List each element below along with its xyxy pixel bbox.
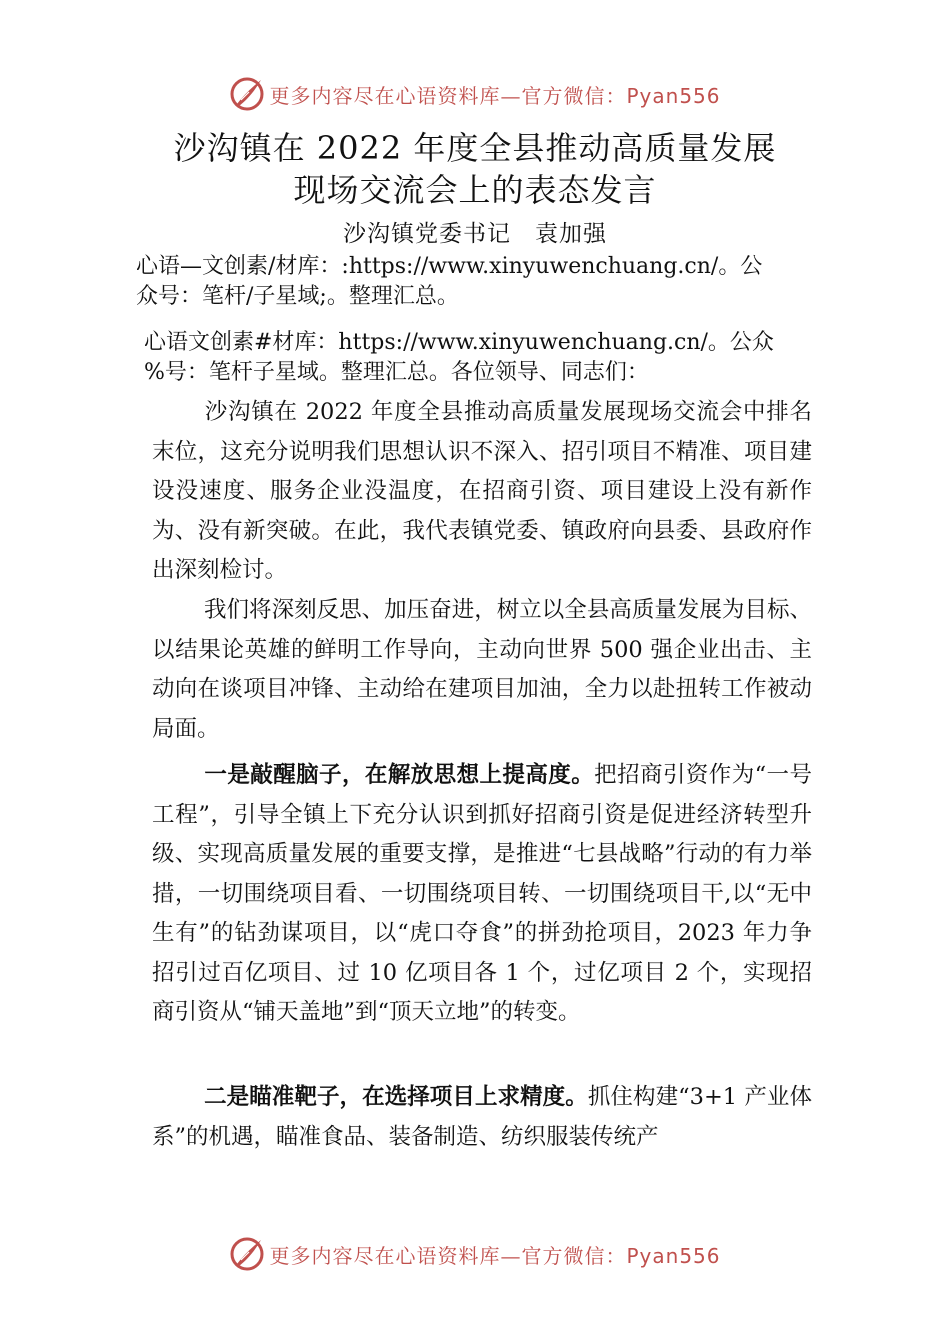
source-note-2-line-1: 心语文创素#材库：https://www.xinyuwenchuang.cn/。公众 <box>144 330 774 355</box>
document-title-line-2: 现场交流会上的表态发言 <box>293 171 657 209</box>
paragraph-4-heading: 二是瞄准靶子，在选择项目上求精度。 <box>204 1084 588 1110</box>
paragraph-2: 我们将深刻反思、加压奋进，树立以全县高质量发展为目标、以结果论英雄的鲜明工作导向，主动向世界 500 强企业出击、主动向在谈项目冲锋、主动给在建项目加油，全力以赴扭转工作被动局面。 <box>152 597 812 742</box>
feather-logo-icon <box>229 76 265 112</box>
paragraph-3-heading: 一是敲醒脑子，在解放思想上提高度。 <box>204 762 595 788</box>
document-title-line-1: 沙沟镇在 2022 年度全县推动高质量发展 <box>173 129 777 167</box>
feather-logo-icon <box>229 1236 265 1272</box>
watermark-text: 更多内容尽在心语资料库—官方微信：Pyan556 <box>269 83 721 108</box>
author-line: 沙沟镇党委书记 袁加强 <box>343 221 607 247</box>
watermark-text: 更多内容尽在心语资料库—官方微信：Pyan556 <box>269 1243 721 1268</box>
watermark-footer <box>0 1234 950 1274</box>
watermark-header <box>0 74 950 114</box>
paragraph-3: 一是敲醒脑子，在解放思想上提高度。把招商引资作为“一号工程”，引导全镇上下充分认识到抓好招商引资是促进经济转型升级、实现高质量发展的重要支撑，是推进“七县战略”行动的有力举措，一切围绕项目看、一切围绕项目转、一切围绕项目干,以“无中生有”的钻劲谋项目，以“虎口夺食”的拼劲抢项目，2023 年力争招引过百亿项目、过 10 亿项目各 1 个，过亿项目 2 个，实现招商引资从“铺天盖地”到“顶天立地”的转变。 <box>152 762 812 1025</box>
source-note-1-line-2: 众号：笔杆/子星域;。整理汇总。 <box>136 284 459 309</box>
paragraph-4: 二是瞄准靶子，在选择项目上求精度。抓住构建“3+1 产业体系”的机遇，瞄准食品、装备制造、纺织服装传统产 <box>152 1084 812 1150</box>
source-note-2-line-2: %号：笔杆子星域。整理汇总。各位领导、同志们： <box>144 360 649 385</box>
source-note-1-line-1: 心语—文创素/材库：:https://www.xinyuwenchuang.cn/。公 <box>136 254 763 279</box>
paragraph-1: 沙沟镇在 2022 年度全县推动高质量发展现场交流会中排名末位，这充分说明我们思想认识不深入、招引项目不精准、项目建设没速度、服务企业没温度，在招商引资、项目建设上没有新作为、没有新突破。在此，我代表镇党委、镇政府向县委、县政府作出深刻检讨。 <box>152 399 812 583</box>
